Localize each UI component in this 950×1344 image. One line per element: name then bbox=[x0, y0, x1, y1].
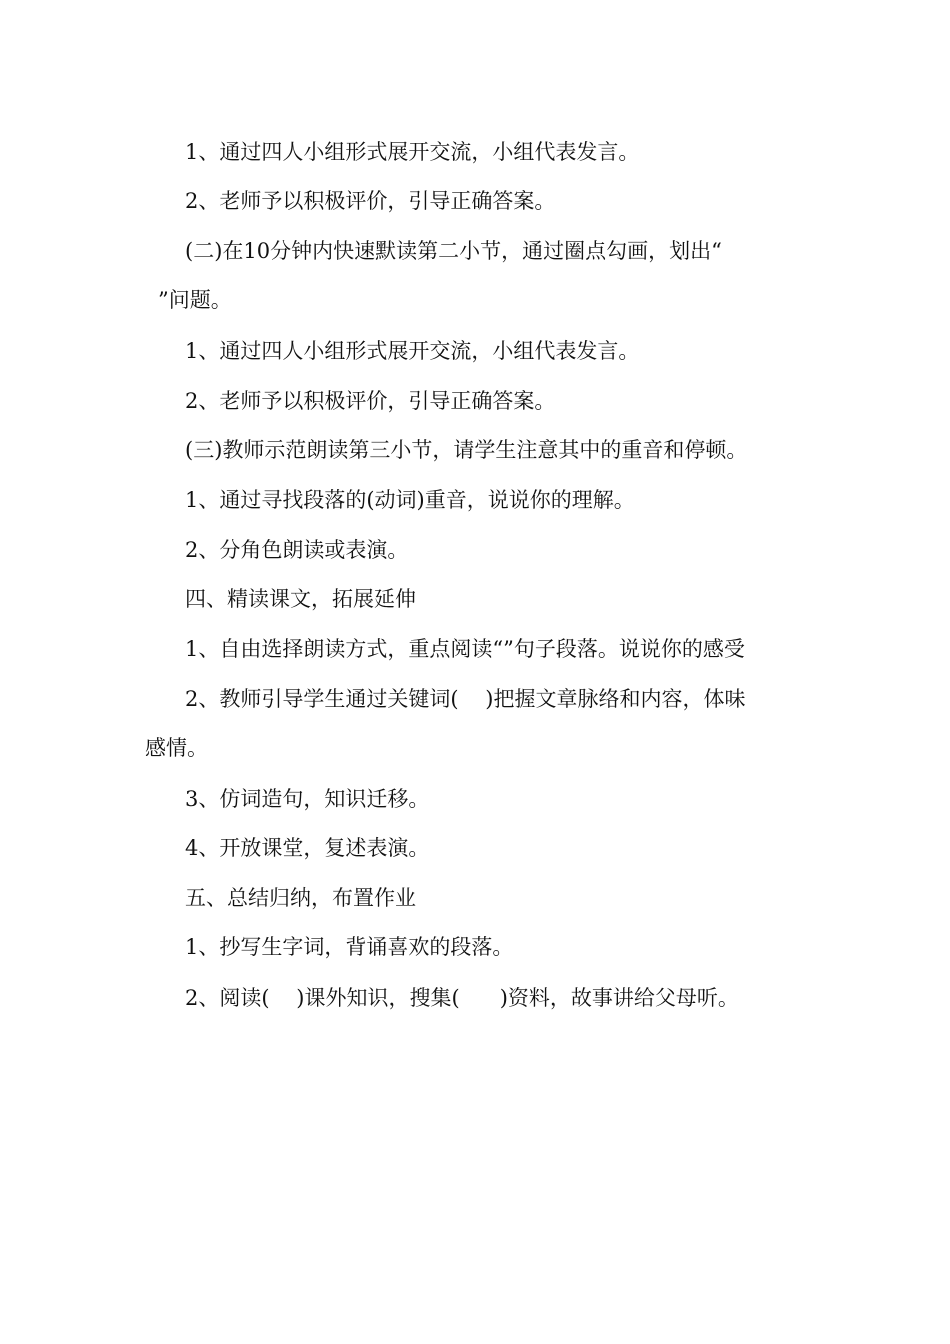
text-line: (二)在10分钟内快速默读第二小节，通过圈点勾画，划出“ bbox=[185, 239, 722, 263]
text-line: ”问题。 bbox=[158, 288, 232, 312]
text-line: 2、阅读( )课外知识，搜集( )资料，故事讲给父母听。 bbox=[185, 986, 739, 1010]
text-line: 2、老师予以积极评价，引导正确答案。 bbox=[185, 389, 556, 413]
text-line: (三)教师示范朗读第三小节，请学生注意其中的重音和停顿。 bbox=[185, 438, 748, 462]
text-line: 1、通过四人小组形式展开交流，小组代表发言。 bbox=[185, 140, 640, 164]
text-line: 2、教师引导学生通过关键词( )把握文章脉络和内容，体味 bbox=[185, 687, 746, 711]
text-line: 1、通过四人小组形式展开交流，小组代表发言。 bbox=[185, 339, 640, 363]
section-heading: 五、总结归纳，布置作业 bbox=[185, 886, 416, 910]
text-line: 1、通过寻找段落的(动词)重音，说说你的理解。 bbox=[185, 488, 635, 512]
text-line: 1、抄写生字词，背诵喜欢的段落。 bbox=[185, 935, 514, 959]
text-line: 3、仿词造句，知识迁移。 bbox=[185, 787, 430, 811]
text-line: 4、开放课堂，复述表演。 bbox=[185, 836, 430, 860]
text-line: 2、老师予以积极评价，引导正确答案。 bbox=[185, 189, 556, 213]
text-line: 2、分角色朗读或表演。 bbox=[185, 538, 409, 562]
text-line: 1、自由选择朗读方式，重点阅读“”句子段落。说说你的感受 bbox=[185, 637, 745, 661]
text-line: 感情。 bbox=[145, 736, 208, 760]
section-heading: 四、精读课文，拓展延伸 bbox=[185, 587, 416, 611]
